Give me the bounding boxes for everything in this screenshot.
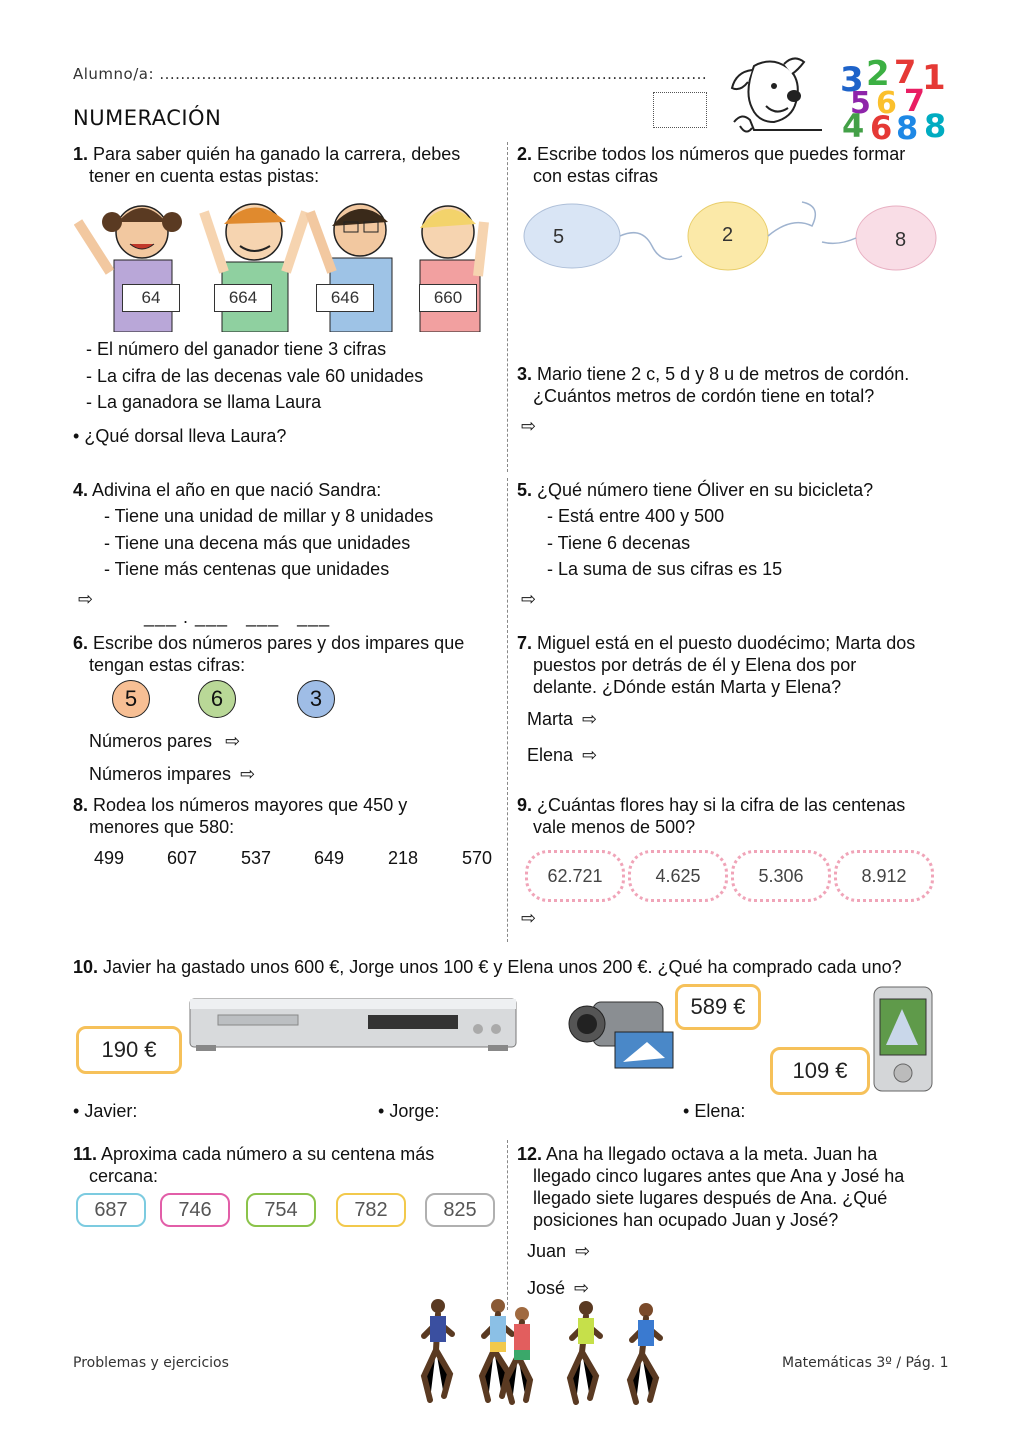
bib-number: 64 xyxy=(122,284,180,312)
jorge-answer-line: • Jorge: xyxy=(378,1101,440,1121)
exercise-5-clue: - Está entre 400 y 500 xyxy=(547,506,725,526)
answer-arrow-icon: ⇨ xyxy=(225,731,241,751)
bullet-icon: • xyxy=(73,1101,80,1121)
answer-arrow-icon: ⇨ xyxy=(521,908,537,928)
number-option[interactable]: 218 xyxy=(388,848,419,868)
answer-arrow-icon: ⇨ xyxy=(78,589,94,609)
exercise-9-statement: 9. ¿Cuántas flores hay si la cifra de las centenas vale menos de 500? xyxy=(517,795,906,837)
number-option[interactable]: 649 xyxy=(314,848,345,868)
exercise-number: 3. xyxy=(517,364,533,384)
exercise-number: 12. xyxy=(517,1144,543,1164)
digit-circle: 6 xyxy=(198,680,236,718)
exercise-number: 4. xyxy=(73,480,89,500)
exercise-7-statement: 7. Miguel está en el puesto duodécimo; Marta dos puestos por detrás de él y Elena dos por delante. ¿Dónde están Marta y Elena? xyxy=(517,633,916,697)
jose-answer-line: José ⇨ xyxy=(527,1278,590,1298)
bib-number: 660 xyxy=(419,284,477,312)
footer-left: Problemas y ejercicios xyxy=(73,1355,229,1371)
elena-answer-line: Elena ⇨ xyxy=(527,745,598,765)
svg-text:6: 6 xyxy=(876,86,897,121)
exercise-number: 5. xyxy=(517,480,533,500)
exercise-8-statement: 8. Rodea los números mayores que 450 y menores que 580: xyxy=(73,795,408,837)
svg-text:5: 5 xyxy=(850,86,871,121)
gps-device-icon xyxy=(872,985,934,1093)
number-option[interactable]: 570 xyxy=(462,848,493,868)
number-option[interactable]: 499 xyxy=(94,848,125,868)
svg-text:8: 8 xyxy=(924,107,947,143)
exercise-1-clue: - El número del ganador tiene 3 cifras xyxy=(86,339,387,359)
dog-illustration xyxy=(722,52,834,140)
exercise-4-clue: - Tiene más centenas que unidades xyxy=(104,559,390,579)
student-label: Alumno/a: xyxy=(73,65,155,83)
exercise-10-statement: 10. Javier ha gastado unos 600 €, Jorge unos 100 € y Elena unos 200 €. ¿Qué ha comprado cada uno? xyxy=(73,957,902,977)
exercise-4-clue: - Tiene una unidad de millar y 8 unidades xyxy=(104,506,434,526)
approximation-number[interactable]: 746 xyxy=(160,1193,230,1227)
javier-answer-line: • Javier: xyxy=(73,1101,138,1121)
bib-number: 664 xyxy=(214,284,272,312)
video-camera-icon xyxy=(567,988,679,1074)
bib-number: 646 xyxy=(316,284,374,312)
odd-numbers-line: Números impares ⇨ xyxy=(89,764,256,784)
svg-text:2: 2 xyxy=(866,55,890,94)
approximation-number[interactable]: 782 xyxy=(336,1193,406,1227)
price-tag: 589 € xyxy=(675,984,761,1030)
footer-right: Matemáticas 3º / Pág. 1 xyxy=(782,1355,949,1371)
balloon-digit: 5 xyxy=(553,226,565,248)
exercise-5-clue: - La suma de sus cifras es 15 xyxy=(547,559,783,579)
flower-number[interactable]: 62.721 xyxy=(525,850,625,902)
exercise-1-question: • ¿Qué dorsal lleva Laura? xyxy=(73,426,287,446)
svg-text:7: 7 xyxy=(904,84,925,119)
answer-arrow-icon: ⇨ xyxy=(240,764,256,784)
exercise-number: 1. xyxy=(73,144,89,164)
exercise-3-statement: 3. Mario tiene 2 c, 5 d y 8 u de metros de cordón. ¿Cuántos metros de cordón tiene en total? xyxy=(517,364,910,406)
elena-answer-line: • Elena: xyxy=(683,1101,746,1121)
svg-text:8: 8 xyxy=(896,109,919,143)
exercise-1-clue: - La cifra de las decenas vale 60 unidades xyxy=(86,366,424,386)
bullet-icon: • xyxy=(73,426,80,446)
flower-number[interactable]: 5.306 xyxy=(731,850,831,902)
answer-arrow-icon: ⇨ xyxy=(575,1241,591,1261)
juan-answer-line: Juan ⇨ xyxy=(527,1241,591,1261)
number-option[interactable]: 537 xyxy=(241,848,272,868)
bullet-icon: • xyxy=(378,1101,385,1121)
approximation-number[interactable]: 754 xyxy=(246,1193,316,1227)
exercise-4-statement: 4. Adivina el año en que nació Sandra: xyxy=(73,480,382,500)
svg-text:7: 7 xyxy=(894,55,917,91)
answer-arrow-icon: ⇨ xyxy=(582,745,598,765)
colorful-numbers-graphic xyxy=(836,55,956,143)
column-divider xyxy=(507,478,508,628)
exercise-5-statement: 5. ¿Qué número tiene Óliver en su bicicleta? xyxy=(517,480,874,500)
number-option[interactable]: 607 xyxy=(167,848,198,868)
student-name-dots: ........................................................................................................ xyxy=(159,65,708,83)
exercise-number: 6. xyxy=(73,633,89,653)
exercise-12-statement: 12. Ana ha llegado octava a la meta. Juan ha llegado cinco lugares antes que Ana y José ha llegado siete lugares después de Ana. ¿Qué posiciones han ocupado Juan y José? xyxy=(517,1144,905,1230)
price-tag: 190 € xyxy=(76,1026,182,1074)
year-blanks[interactable]: ___ . ___ ___ ___ xyxy=(144,607,331,627)
exercise-6-statement: 6. Escribe dos números pares y dos impares que tengan estas cifras: xyxy=(73,633,465,675)
exercise-number: 10. xyxy=(73,957,99,977)
column-divider xyxy=(507,792,508,942)
column-divider xyxy=(507,142,508,472)
bullet-icon: • xyxy=(683,1101,690,1121)
exercise-number: 2. xyxy=(517,144,533,164)
answer-arrow-icon: ⇨ xyxy=(582,709,598,729)
digit-circle: 3 xyxy=(297,680,335,718)
column-divider xyxy=(507,1140,508,1310)
flower-number[interactable]: 4.625 xyxy=(628,850,728,902)
page-title: NUMERACIÓN xyxy=(73,106,222,130)
exercise-1-statement: 1. Para saber quién ha ganado la carrera, debes tener en cuenta estas pistas: xyxy=(73,144,461,186)
exercise-number: 9. xyxy=(517,795,533,815)
exercise-11-statement: 11. Aproxima cada número a su centena más cercana: xyxy=(73,1144,435,1186)
exercise-4-clue: - Tiene una decena más que unidades xyxy=(104,533,411,553)
score-box[interactable] xyxy=(653,92,707,128)
exercise-1-clue: - La ganadora se llama Laura xyxy=(86,392,322,412)
approximation-number[interactable]: 825 xyxy=(425,1193,495,1227)
exercise-number: 7. xyxy=(517,633,533,653)
dvd-player-icon xyxy=(188,993,518,1055)
svg-text:6: 6 xyxy=(870,109,893,143)
exercise-5-clue: - Tiene 6 decenas xyxy=(547,533,691,553)
runners-illustration xyxy=(410,1296,680,1408)
answer-arrow-icon: ⇨ xyxy=(574,1278,590,1298)
answer-arrow-icon: ⇨ xyxy=(521,589,537,609)
column-divider xyxy=(507,630,508,790)
svg-text:4: 4 xyxy=(842,107,865,143)
balloon-digit: 8 xyxy=(895,229,907,251)
exercise-number: 11. xyxy=(73,1144,98,1164)
even-numbers-line: Números pares ⇨ xyxy=(89,731,241,751)
marta-answer-line: Marta ⇨ xyxy=(527,709,598,729)
approximation-number[interactable]: 687 xyxy=(76,1193,146,1227)
exercise-2-statement: 2. Escribe todos los números que puedes formar con estas cifras xyxy=(517,144,906,186)
svg-text:3: 3 xyxy=(840,60,864,100)
svg-text:1: 1 xyxy=(922,58,946,98)
digit-circle: 5 xyxy=(112,680,150,718)
flower-number[interactable]: 8.912 xyxy=(834,850,934,902)
student-name-line xyxy=(73,65,707,83)
price-tag: 109 € xyxy=(770,1047,870,1095)
answer-arrow-icon: ⇨ xyxy=(521,416,537,436)
exercise-number: 8. xyxy=(73,795,89,815)
balloon-digit: 2 xyxy=(722,224,734,246)
